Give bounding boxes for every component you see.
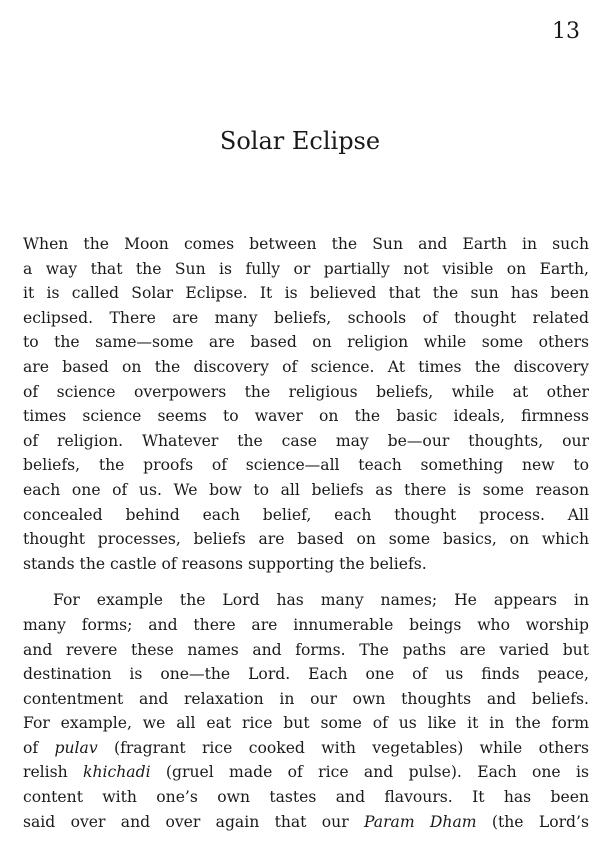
text-line: For example the Lord has many names; He appears in bbox=[53, 591, 589, 610]
italic-term: khichadi bbox=[83, 763, 151, 782]
text-line: times science seems to waver on the basic ideals, firmness bbox=[23, 407, 589, 426]
italic-term: Param Dham bbox=[363, 812, 477, 831]
text-line bbox=[23, 810, 589, 835]
text-line: eclipsed. There are many beliefs, schools of thought related bbox=[23, 308, 589, 327]
text-fragment: (fragrant rice cooked with vegetables) while others bbox=[97, 738, 589, 757]
text-line: of religion. Whatever the case may be—our thoughts, our bbox=[23, 431, 589, 450]
text-line: and revere these names and forms. The paths are varied but bbox=[23, 640, 589, 659]
text-fragment: relish bbox=[23, 763, 84, 782]
text-line: When the Moon comes between the Sun and Earth in such bbox=[23, 235, 589, 253]
text-line: contentment and relaxation in our own thoughts and beliefs. bbox=[23, 689, 589, 708]
text-fragment: (the Lord’s bbox=[476, 812, 589, 831]
text-line: each one of us. We bow to all beliefs as there is some reason bbox=[23, 480, 589, 499]
text-fragment: (gruel made of rice and pulse). Each one is bbox=[150, 763, 589, 782]
text-line: destination is one—the Lord. Each one of us finds peace, bbox=[23, 665, 589, 684]
text-line: beliefs, the proofs of science—all teach something new to bbox=[23, 456, 589, 475]
paragraph-1 bbox=[23, 232, 589, 576]
text-line: stands the castle of reasons supporting the beliefs. bbox=[23, 554, 427, 573]
chapter-title: Solar Eclipse bbox=[219, 127, 381, 155]
text-line: For example, we all eat rice but some of us like it in the form bbox=[23, 714, 589, 733]
body-text bbox=[23, 232, 589, 834]
text-line: to the same—some are based on religion while some others bbox=[23, 333, 589, 352]
text-line: many forms; and there are innumerable beings who worship bbox=[23, 615, 589, 634]
text-fragment: said over and over again that our bbox=[23, 812, 364, 831]
text-line: a way that the Sun is fully or partially not visible on Earth, bbox=[23, 259, 589, 278]
text-line: content with one’s own tastes and flavours. It has been bbox=[23, 788, 589, 807]
italic-term: pulav bbox=[54, 738, 98, 757]
text-line: thought processes, beliefs are based on some basics, on which bbox=[23, 530, 589, 549]
text-line: it is called Solar Eclipse. It is believed that the sun has been bbox=[23, 284, 589, 303]
page-number: 13 bbox=[552, 19, 580, 44]
paragraph-2 bbox=[23, 588, 589, 834]
text-line: of science overpowers the religious beliefs, while at other bbox=[23, 382, 589, 401]
text-line bbox=[23, 736, 589, 761]
text-line: concealed behind each belief, each thought process. All bbox=[23, 505, 589, 524]
text-line bbox=[23, 760, 589, 785]
text-line: are based on the discovery of science. At times the discovery bbox=[23, 357, 589, 376]
text-fragment: of bbox=[23, 738, 55, 757]
